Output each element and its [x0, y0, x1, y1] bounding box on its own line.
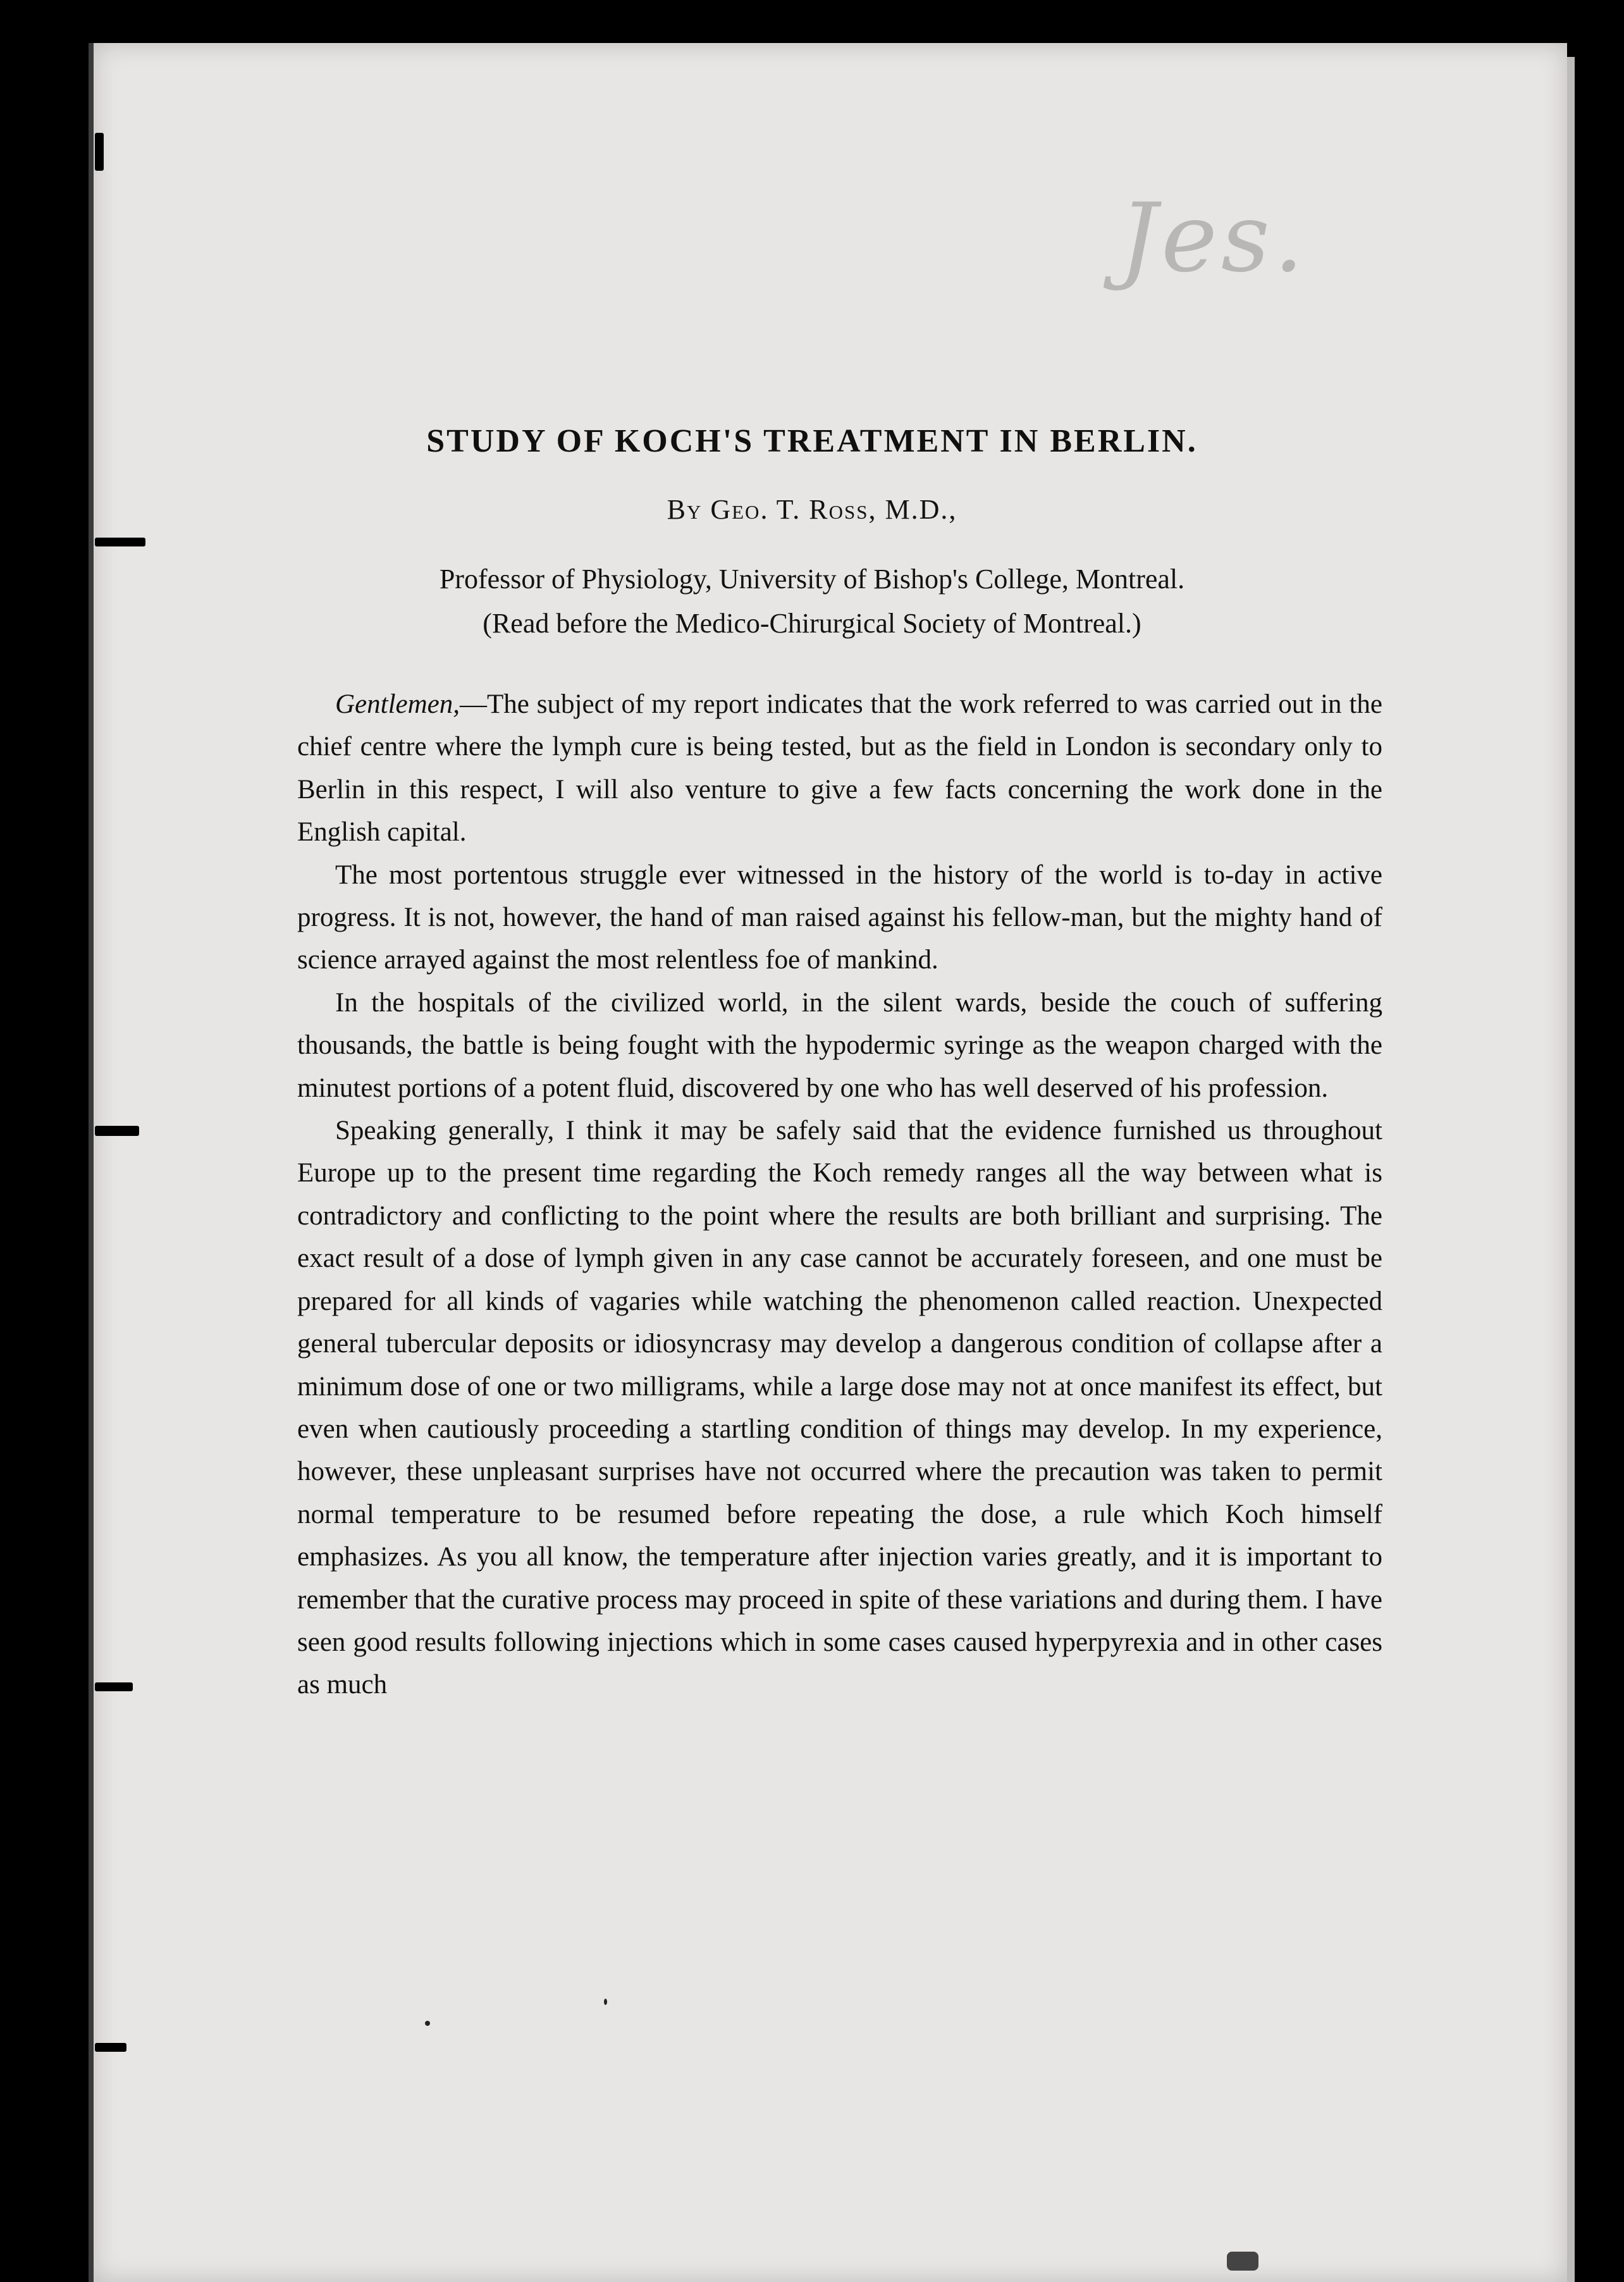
document-title: STUDY OF KOCH'S TREATMENT IN BERLIN.	[426, 423, 1198, 459]
handwritten-annotation: Jes.	[1119, 183, 1308, 293]
binding-mark	[95, 1126, 139, 1136]
paragraph-text: In the hospitals of the civilized world, in the silent wards, beside the couch of suffering thousands, the battle is being fought with the hypodermic syringe as the weapon charged with the minutest portions of a potent fluid, discovered by one who has well deserved of his profession.	[297, 987, 1382, 1103]
scan-smudge	[1227, 2252, 1258, 2271]
binding-mark	[95, 133, 104, 171]
binding-mark	[19, 266, 24, 285]
ink-speck	[604, 1999, 607, 2005]
paragraph-3	[297, 982, 1382, 1109]
paragraph-2	[297, 854, 1382, 982]
salutation: Gentlemen,	[335, 689, 460, 719]
author-affiliation: Professor of Physiology, University of Bishop's College, Montreal.	[439, 564, 1185, 595]
paragraph-text: Speaking generally, I think it may be safely said that the evidence furnished us throughout Europe up to the present time regarding the Koch remedy ranges all the way between what is contradictory and conflicting to the point where the results are both brilliant and surprising. The exact result of a dose of lymph given in any case cannot be accurately foreseen, and one must be prepared for all kinds of vagaries while watching the phenomenon called reaction. Unexpected general tubercular deposits or idiosyncrasy may develop a dangerous condition of collapse after a minimum dose of one or two milligrams, while a large dose may not at once manifest its effect, but even when cautiously proceeding a startling condition of things may develop. In my experience, however, these unpleasant surprises have not occurred where the precaution was taken to permit normal temperature to be resumed before repeating the dose, a rule which Koch himself emphasizes. As you all know, the temperature after injection varies greatly, and it is important to remember that the curative process may proceed in spite of these variations and during them. I have seen good results following injections which in some cases caused hyperpyrexia and in other cases as much	[297, 1116, 1382, 1700]
binding-mark	[95, 538, 145, 546]
paragraph-1	[297, 683, 1382, 854]
document-body	[297, 683, 1382, 1706]
paragraph-4	[297, 1109, 1382, 1706]
paragraph-text: The most portentous struggle ever witnessed in the history of the world is to-day in active progress. It is not, however, the hand of man raised against his fellow-man, but the mighty hand of science arrayed against the most relentless foe of mankind.	[297, 860, 1382, 975]
binding-mark	[95, 1682, 133, 1691]
page-right-edge	[1567, 57, 1575, 2282]
paragraph-text: —The subject of my report indicates that the work referred to was carried out in the chief centre where the lymph cure is being tested, but as the field in London is secondary only to Berlin in this respect, I will also venture to give a few facts concerning the work done in the English capital.	[297, 689, 1382, 848]
ink-speck	[425, 2021, 430, 2026]
binding-mark	[95, 2043, 126, 2052]
author-byline: By Geo. T. Ross, M.D.,	[667, 494, 957, 525]
read-before-note: (Read before the Medico-Chirurgical Society of Montreal.)	[483, 608, 1141, 639]
